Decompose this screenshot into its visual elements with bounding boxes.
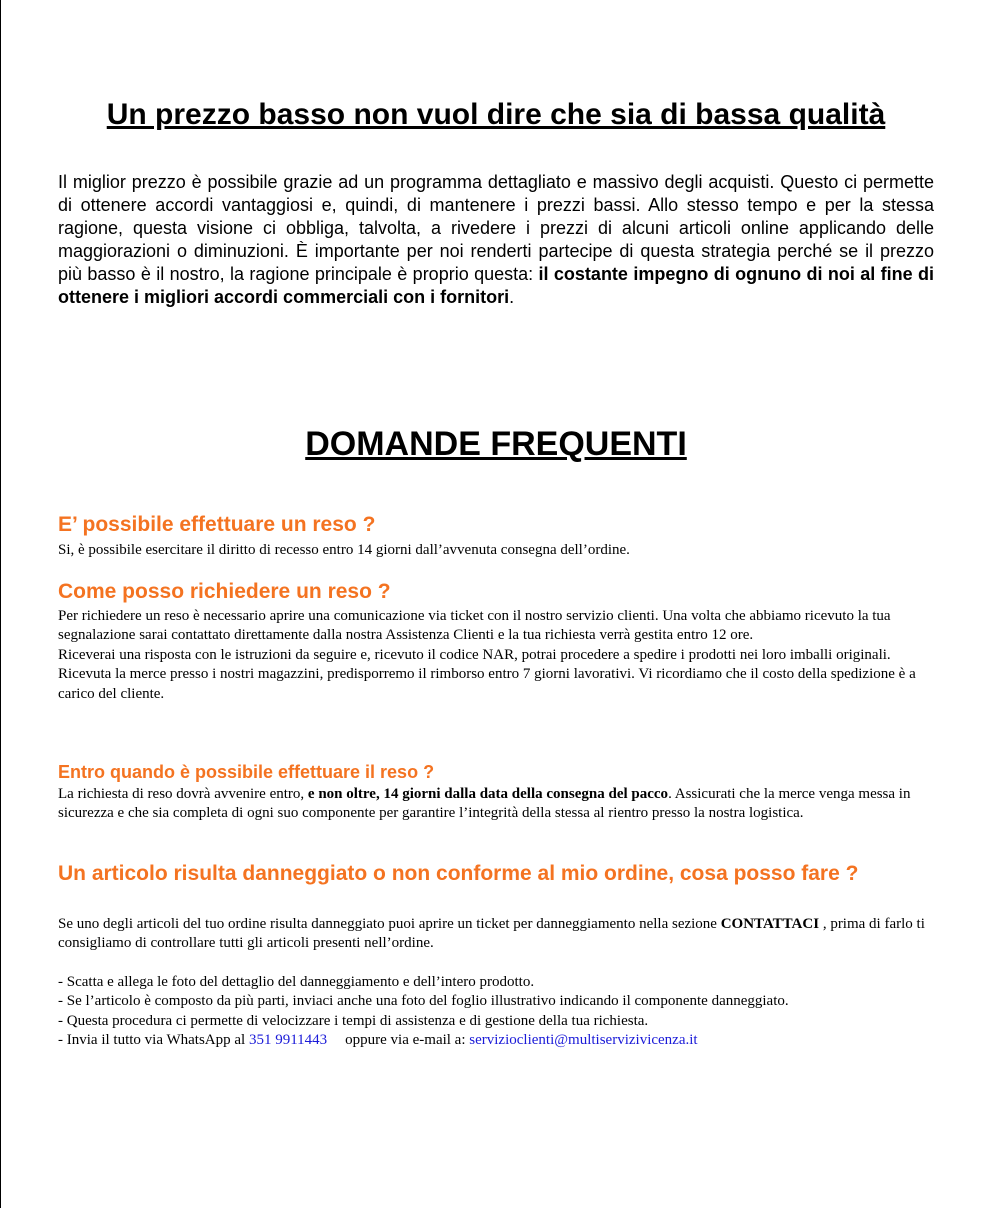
faq-answer-text: [58, 915, 934, 954]
faq-answer-text: Si, è possibile esercitare il diritto di recesso entro 14 giorni dall’avvenuta consegna dell’ordine.: [58, 542, 630, 558]
faq-answer-return-possible: [58, 541, 934, 560]
faq-answer-damaged-item: [58, 915, 934, 1050]
answer-start: La richiesta di reso dovrà avvenire entro,: [58, 786, 308, 802]
faq-answer-text: [58, 785, 934, 824]
instructions-list: [58, 973, 934, 1051]
faq-answer-paragraph: Ricevuta la merce presso i nostri magazzini, predisporremo il rimborso entro 7 giorni lavorativi. Vi ricordiamo che il costo della spedizione è a carico del cliente.: [58, 666, 916, 702]
intro-text: Il miglior prezzo è possibile grazie ad un programma dettagliato e massivo degli acquisti. Questo ci permette di ottenere accordi vantaggiosi e, quindi, di mantenere i prezzi bassi. Allo stesso tempo e per la stessa ragione, questa visione ci obbliga, talvolta, a rivedere i prezzi di alcuni articoli online applicando delle maggiorazioni o diminuzioni. È importante per noi renderti partecipe di questa strategia perché se il prezzo più basso è il nostro, la ragione principale è proprio questa:: [58, 172, 934, 284]
answer-end: . Assicurati che la merce venga messa in sicurezza e che sia completa di ogni suo componente per garantire l’integrità della stessa al rientro presso la nostra logistica.: [58, 786, 911, 822]
faq-question-damaged-item: Un articolo risulta danneggiato o non conforme al mio ordine, cosa posso fare ?: [58, 862, 859, 885]
contact-prefix: - Invia il tutto via WhatsApp al: [58, 1032, 249, 1049]
intro-bold-text: il costante impegno di ognuno di noi al fine di ottenere i migliori accordi commerciali con i fornitori: [58, 264, 934, 307]
answer-end: , prima di farlo ti consigliamo di controllare tutti gli articoli presenti nell’ordine.: [58, 916, 925, 952]
faq-answer-paragraph: Per richiedere un reso è necessario aprire una comunicazione via ticket con il nostro servizio clienti. Una volta che abbiamo ricevuto la tua segnalazione sarai contattato direttamente dalla nostra Assistenza Clienti e la tua richiesta verrà gestita entro 12 ore.: [58, 608, 891, 644]
contact-middle: oppure via e-mail a:: [345, 1032, 470, 1049]
whatsapp-phone-link[interactable]: 351 9911443: [248, 1032, 328, 1049]
list-item: - Se l’articolo è composto da più parti, inviaci anche una foto del foglio illustrativo indicando il componente danneggiato.: [58, 993, 789, 1010]
faq-answer-how-to-request-return: [58, 607, 934, 704]
faq-title: DOMANDE FREQUENTI: [305, 425, 687, 463]
page-left-border: [0, 0, 1, 1208]
answer-bold: e non oltre, 14 giorni dalla data della consegna del pacco: [307, 786, 669, 802]
faq-question-how-to-request-return: Come posso richiedere un reso ?: [58, 580, 391, 603]
intro-paragraph: [58, 171, 934, 309]
faq-answer-return-deadline: [58, 785, 934, 824]
answer-start: Se uno degli articoli del tuo ordine risulta danneggiato puoi aprire un ticket per danneggiamento nella sezione: [58, 916, 721, 932]
faq-question-return-deadline: Entro quando è possibile effettuare il reso ?: [58, 762, 435, 782]
list-item: - Scatta e allega le foto del dettaglio del danneggiamento e dell’intero prodotto.: [58, 973, 535, 990]
contact-section-name: CONTATTACI: [720, 916, 820, 932]
intro-end: .: [509, 287, 515, 307]
main-title: Un prezzo basso non vuol dire che sia di bassa qualità: [106, 98, 886, 131]
list-item: - Questa procedura ci permette di velocizzare i tempi di assistenza e di gestione della tua richiesta.: [58, 1012, 649, 1029]
faq-question-return-possible: E’ possibile effettuare un reso ?: [58, 513, 376, 536]
spacer: [58, 954, 934, 973]
list-item-contact: [58, 1031, 934, 1050]
email-link[interactable]: servizioclienti@multiservizivicenza.it: [469, 1032, 698, 1049]
faq-answer-paragraph: Riceverai una risposta con le istruzioni da seguire e, ricevuto il codice NAR, potrai procedere a spedire i prodotti nei loro imballi originali.: [58, 646, 891, 663]
